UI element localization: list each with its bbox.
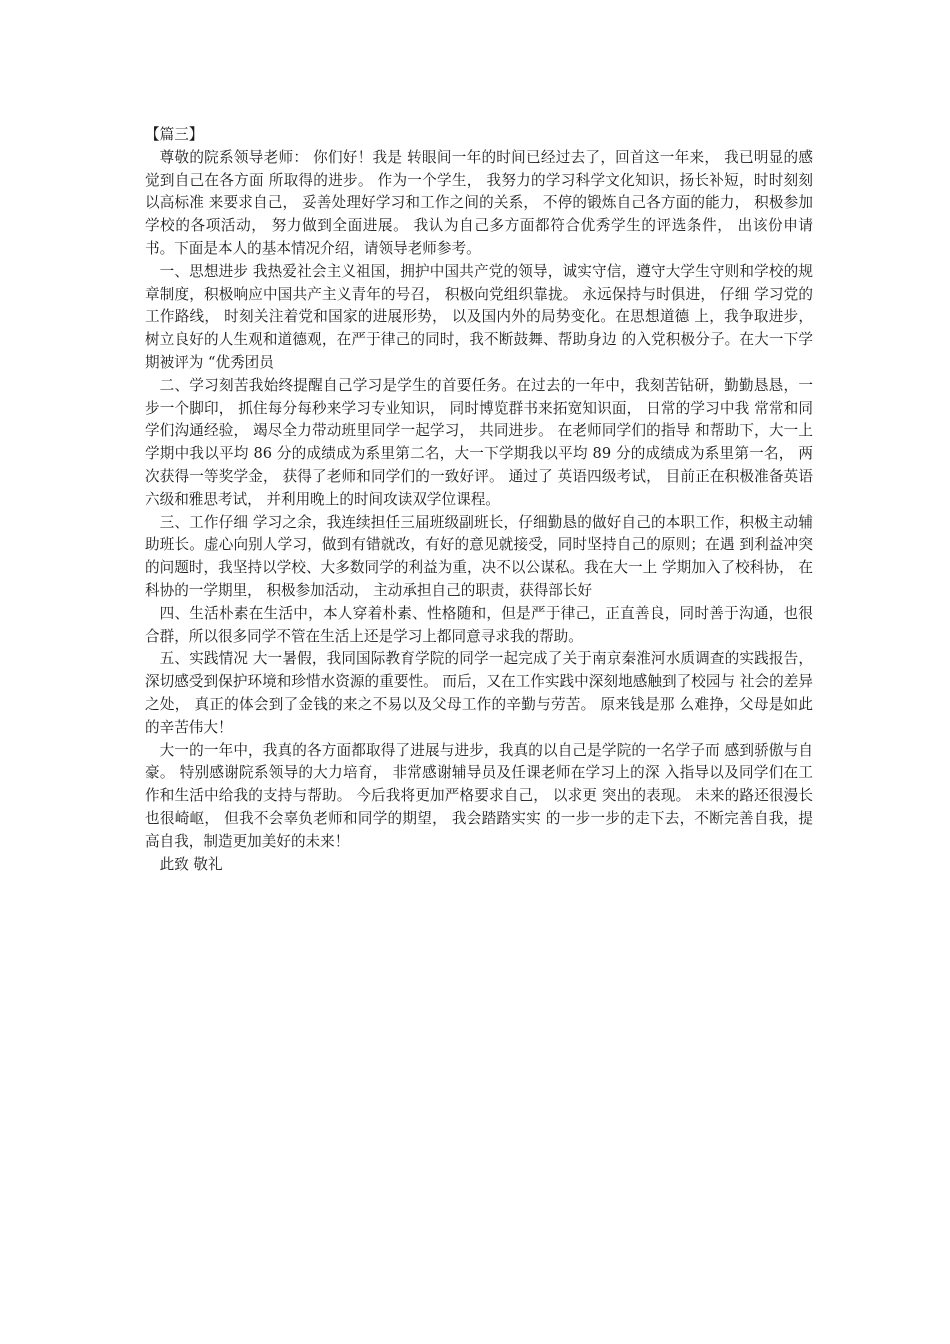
section-work: 三、工作仔细 学习之余，我连续担任三届班级副班长，仔细勤恳的做好自己的本职工作，积极主动辅 助班长。虚心向别人学习，做到有错就改，有好的意见就接受，同时坚持自己的原则；在遇 到利益冲突的问题时，我坚持以学校、大多数同学的利益为重，决不以公谋私。我在大一上 学期加入了校科协， 在科协的一学期里， 积极参加活动， 主动承担自己的职责，获得部长好 (145, 513, 818, 599)
section-life: 四、生活朴素在生活中，本人穿着朴素、性格随和，但是严于律己，正直善良，同时善于沟通，也很 合群，所以很多同学不管在生活上还是学习上都同意寻求我的帮助。 (145, 604, 818, 645)
document-heading: 【篇三】 (145, 126, 204, 143)
conclusion-paragraph: 大一的一年中，我真的各方面都取得了进展与进步，我真的以自己是学院的一名学子而 感到骄傲与自豪。 特别感谢院系领导的大力培育， 非常感谢辅导员及任课老师在学习上的深 入指导以及同学们在工作和生活中给我的支持与帮助。 今后我将更加严格要求自己， 以求更 突出的表现。 未来的路还很漫长也很崎岖， 但我不会辜负老师和同学的期望， 我会踏踏实实 的一步一步的走下去，不断完善自我，提高自我，制造更加美好的未来！ (145, 741, 813, 850)
section-study: 二、学习刻苦我始终提醒自己学习是学生的首要任务。在过去的一年中，我刻苦钻研，勤勤恳恳，一 步一个脚印， 抓住每分每秒来学习专业知识， 同时博览群书来拓宽知识面， 日常的学习中我 常常和同学们沟通经验， 竭尽全力带动班里同学一起学习， 共同进步。 在老师同学们的指导 和帮助下，大一上学期中我以平均 86 分的成绩成为系里第二名，大一下学期我以平均 89 分的成绩成为系里第一名， 两次获得一等奖学金， 获得了老师和同学们的一致好评。 通过了 英语四级考试， 目前正在积极准备英语六级和雅思考试， 并利用晚上的时间攻读双学位课程。 (145, 376, 818, 508)
document-body (145, 124, 818, 876)
section-practice: 五、实践情况 大一暑假，我同国际教育学院的同学一起完成了关于南京秦淮河水质调查的实践报告， 深切感受到保护环境和珍惜水资源的重要性。 而后，又在工作实践中深刻地感触到了校园与 社会的差异之处， 真正的体会到了金钱的来之不易以及父母工作的辛勤与劳苦。 原来钱是那 么难挣，父母是如此的辛苦伟大！ (145, 650, 818, 736)
salutation-paragraph: 尊敬的院系领导老师： 你们好！我是 转眼间一年的时间已经过去了，回首这一年来， 我已明显的感觉到自己在各方面 所取得的进步。 作为一个学生， 我努力的学习科学文化知识，扬长补短，时时刻刻以高标准 来要求自己， 妥善处理好学习和工作之间的关系， 不停的锻炼自己各方面的能力， 积极参加 学校的各项活动， 努力做到全面进展。 我认为自己多方面都符合优秀学生的评选条件， 出该份申请书。下面是本人的基本情况介绍，请领导老师参考。 (145, 148, 818, 257)
section-ideology: 一、思想进步 我热爱社会主义祖国，拥护中国共产党的领导，诚实守信，遵守大学生守则和学校的规 章制度，积极响应中国共产主义青年的号召， 积极向党组织靠拢。 永远保持与时俱进， 仔细 学习党的工作路线， 时刻关注着党和国家的进展形势， 以及国内外的局势变化。在思想道德 上，我争取进步，树立良好的人生观和道德观，在严于律己的同时，我不断鼓舞、帮助身边 的入党积极分子。在大一下学期被评为 “优秀团员 (145, 262, 818, 371)
closing-line: 此致 敬礼 (159, 855, 223, 873)
